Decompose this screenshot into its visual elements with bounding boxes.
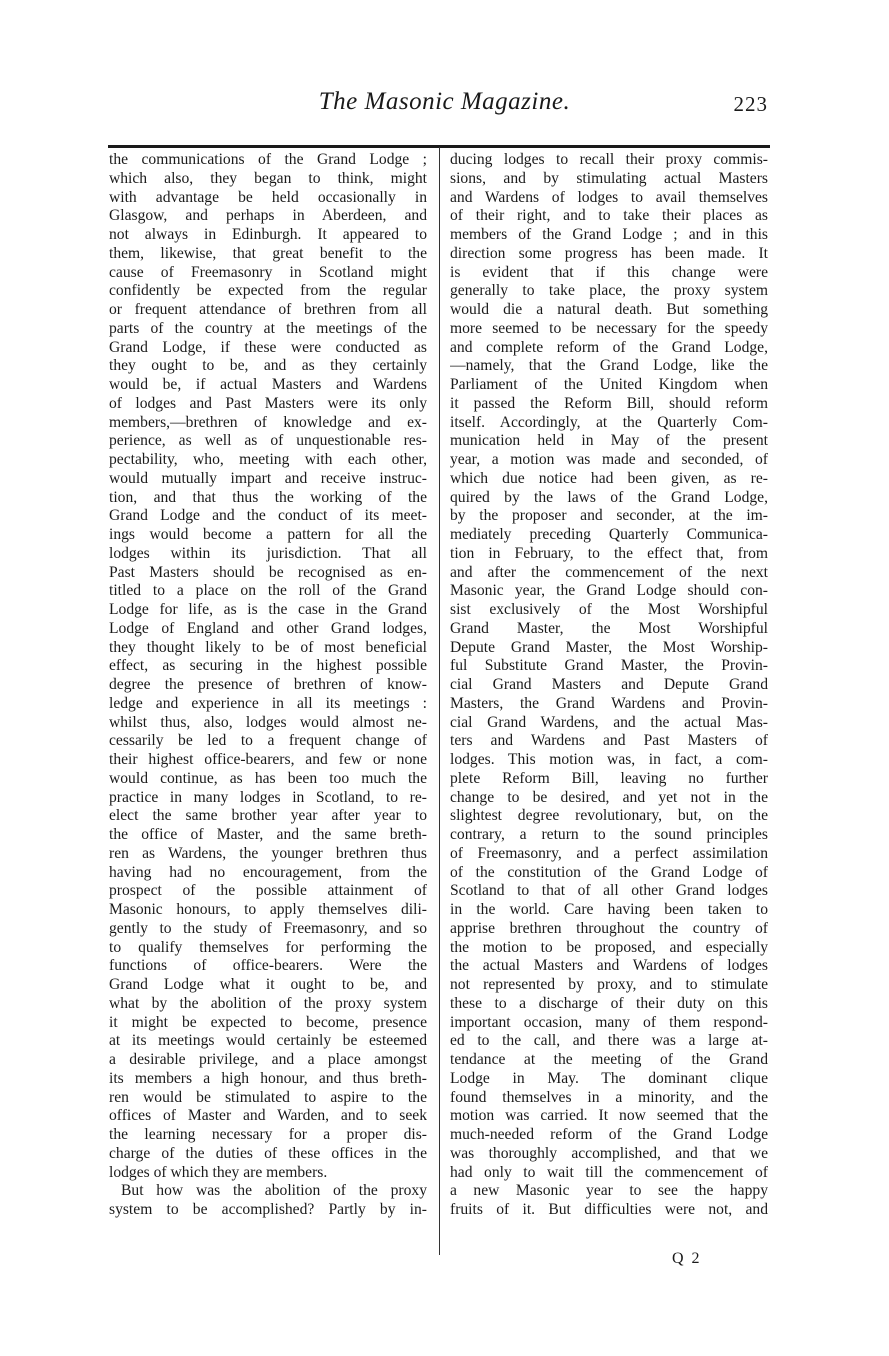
text-line: of Freemasonry, and a perfect assimilation: [450, 844, 768, 862]
text-line: year, a motion was made and seconded, of: [450, 451, 768, 468]
text-line: the actual Masters and Wardens of lodges: [450, 957, 768, 975]
text-line: apprise brethren throughout the country of: [450, 919, 768, 937]
text-line: pectability, who, meeting with each other,: [109, 451, 427, 468]
signature-mark: Q 2: [672, 1250, 702, 1267]
text-line: whilst thus, also, lodges would almost ne-: [109, 713, 427, 731]
text-line: But how was the abolition of the proxy: [121, 1182, 427, 1200]
text-line: which also, they began to think, might: [109, 169, 427, 187]
text-line: Lodge for life, as is the case in the Grand: [109, 601, 427, 618]
page-number: 223: [733, 92, 768, 116]
text-line: Scotland to that of all other Grand lodges: [450, 882, 768, 900]
text-line: would mutually impart and receive instruc-: [109, 469, 427, 487]
text-line: Lodge in May. The dominant clique: [450, 1069, 768, 1087]
text-line: these to a discharge of their duty on this: [450, 994, 768, 1012]
text-line: the office of Master, and the same breth-: [109, 826, 427, 843]
text-line: sist exclusively of the Most Worshipful: [450, 601, 768, 618]
text-line: munication held in May of the present: [450, 432, 768, 450]
text-line: or frequent attendance of brethren from all: [109, 301, 427, 318]
text-line: cial Grand Wardens, and the actual Mas-: [450, 713, 768, 731]
text-line: itself. Accordingly, at the Quarterly Com-: [450, 413, 768, 431]
text-line: tendance at the meeting of the Grand: [450, 1051, 768, 1068]
text-line: of their right, and to take their places as: [450, 207, 768, 225]
text-line: ledge and experience in all its meetings :: [109, 694, 427, 712]
text-line: them, likewise, that great benefit to the: [109, 244, 427, 262]
page-header: [0, 88, 889, 124]
text-line: practice in many lodges in Scotland, to re-: [109, 788, 427, 806]
text-line: members,—brethren of knowledge and ex-: [109, 413, 427, 431]
text-line: titled to a place on the roll of the Grand: [109, 582, 427, 600]
text-line: of lodges and Past Masters were its only: [109, 394, 427, 412]
text-line: with advantage be held occasionally in: [109, 188, 427, 206]
text-line: it might be expected to become, presence: [109, 1013, 427, 1031]
text-line: prospect of the possible attainment of: [109, 882, 427, 900]
text-line: the learning necessary for a proper dis-: [109, 1126, 427, 1143]
text-line: sions, and by stimulating actual Masters: [450, 169, 768, 187]
column-divider: [439, 147, 440, 1255]
text-line: generally to take place, the proxy system: [450, 282, 768, 300]
text-line: in the world. Care having been taken to: [450, 901, 768, 918]
text-line: of the constitution of the Grand Lodge of: [450, 863, 768, 881]
text-line: Past Masters should be recognised as en-: [109, 563, 427, 581]
text-line: confidently be expected from the regular: [109, 282, 427, 300]
text-line: Glasgow, and perhaps in Aberdeen, and: [109, 207, 427, 225]
text-line: lodges of which they are members.: [109, 1163, 328, 1181]
text-line: perience, as well as of unquestionable res-: [109, 432, 427, 450]
text-line: the motion to be proposed, and especially: [450, 938, 768, 956]
text-line: mediately preceding Quarterly Communica-: [450, 526, 768, 543]
text-line: Masonic year, the Grand Lodge should con-: [450, 582, 768, 600]
text-line: at its meetings would certainly be esteemed: [109, 1032, 427, 1050]
text-line: tion in February, to the effect that, from: [450, 544, 768, 562]
text-line: elect the same brother year after year to: [109, 807, 427, 825]
text-line: Grand Lodge, if these were conducted as: [109, 338, 427, 356]
text-line: contrary, a return to the sound principles: [450, 826, 768, 843]
text-line: degree the presence of brethren of know-: [109, 676, 427, 693]
text-line: is evident that if this change were: [450, 263, 768, 281]
text-line: they ought to be, and as they certainly: [109, 357, 427, 375]
text-line: was thoroughly accomplished, and that we: [450, 1144, 768, 1162]
text-line: gently to the study of Freemasonry, and so: [109, 919, 427, 937]
text-line: it passed the Reform Bill, should reform: [450, 394, 768, 412]
text-line: functions of office-bearers. Were the: [109, 957, 427, 975]
text-line: to qualify themselves for performing the: [109, 938, 427, 956]
text-line: plete Reform Bill, leaving no further: [450, 769, 768, 787]
text-line: lodges within its jurisdiction. That all: [109, 544, 427, 562]
text-line: a desirable privilege, and a place amongst: [109, 1051, 427, 1068]
text-line: and after the commencement of the next: [450, 563, 768, 581]
text-line: would continue, as has been too much the: [109, 769, 427, 787]
text-line: they thought likely to be of most beneficial: [109, 638, 427, 656]
text-line: Masters, the Grand Wardens and Provin-: [450, 694, 768, 712]
text-line: quired by the laws of the Grand Lodge,: [450, 488, 768, 506]
text-line: ducing lodges to recall their proxy commis-: [450, 151, 768, 168]
text-line: found themselves in a minority, and the: [450, 1088, 768, 1106]
text-line: Grand Master, the Most Worshipful: [450, 619, 768, 637]
text-line: would die a natural death. But something: [450, 301, 768, 318]
text-line: ed to the call, and there was a large at-: [450, 1032, 768, 1050]
text-line: offices of Master and Warden, and to seek: [109, 1107, 427, 1125]
text-line: the communications of the Grand Lodge ;: [109, 151, 427, 168]
text-line: ful Substitute Grand Master, the Provin-: [450, 657, 768, 675]
text-line: more seemed to be necessary for the speedy: [450, 319, 768, 337]
text-line: Depute Grand Master, the Most Worship-: [450, 638, 768, 656]
text-line: having had no encouragement, from the: [109, 863, 427, 881]
text-line: and Wardens of lodges to avail themselves: [450, 188, 768, 206]
text-line: ren as Wardens, the younger brethren thus: [109, 844, 427, 862]
text-line: cial Grand Masters and Depute Grand: [450, 676, 768, 693]
text-line: its members a high honour, and thus breth-: [109, 1069, 427, 1087]
text-line: important occasion, many of them respond-: [450, 1013, 768, 1031]
right-column: [450, 151, 768, 1220]
text-line: slightest degree revolutionary, but, on the: [450, 807, 768, 825]
text-line: system to be accomplished? Partly by in-: [109, 1201, 427, 1218]
text-line: a new Masonic year to see the happy: [450, 1182, 768, 1200]
text-line: effect, as securing in the highest possible: [109, 657, 427, 675]
text-line: Grand Lodge and the conduct of its meet-: [109, 507, 427, 525]
text-line: Grand Lodge what it ought to be, and: [109, 976, 427, 993]
text-line: —namely, that the Grand Lodge, like the: [450, 357, 768, 375]
text-line: not always in Edinburgh. It appeared to: [109, 226, 427, 243]
text-line: members of the Grand Lodge ; and in this: [450, 226, 768, 243]
text-line: parts of the country at the meetings of the: [109, 319, 427, 337]
text-line: which due notice had been given, as re-: [450, 469, 768, 487]
text-line: ings would become a pattern for all the: [109, 526, 427, 543]
text-line: tion, and that thus the working of the: [109, 488, 427, 506]
text-line: charge of the duties of these offices in the: [109, 1144, 427, 1162]
text-line: by the proposer and seconder, at the im-: [450, 507, 768, 525]
left-column: [109, 151, 427, 1220]
text-line: their highest office-bearers, and few or none: [109, 751, 427, 768]
magazine-title: The Masonic Magazine.: [318, 88, 571, 115]
text-line: Lodge of England and other Grand lodges,: [109, 619, 427, 637]
text-line: lodges. This motion was, in fact, a com-: [450, 751, 768, 768]
text-line: change to be desired, and yet not in the: [450, 788, 768, 806]
text-line: had only to wait till the commencement of: [450, 1163, 768, 1181]
text-line: direction some progress has been made. It: [450, 244, 768, 262]
text-line: not represented by proxy, and to stimulate: [450, 976, 768, 993]
text-line: Masonic honours, to apply themselves dili-: [109, 901, 427, 918]
text-line: ren would be stimulated to aspire to the: [109, 1088, 427, 1106]
text-line: cessarily be led to a frequent change of: [109, 732, 427, 750]
text-line: would be, if actual Masters and Wardens: [109, 376, 427, 393]
text-line: and complete reform of the Grand Lodge,: [450, 338, 768, 356]
text-line: Parliament of the United Kingdom when: [450, 376, 768, 393]
text-line: what by the abolition of the proxy system: [109, 994, 427, 1012]
text-line: ters and Wardens and Past Masters of: [450, 732, 768, 750]
text-line: cause of Freemasonry in Scotland might: [109, 263, 427, 281]
text-line: motion was carried. It now seemed that the: [450, 1107, 768, 1125]
text-line: much-needed reform of the Grand Lodge: [450, 1126, 768, 1143]
text-line: fruits of it. But difficulties were not, and: [450, 1201, 768, 1218]
